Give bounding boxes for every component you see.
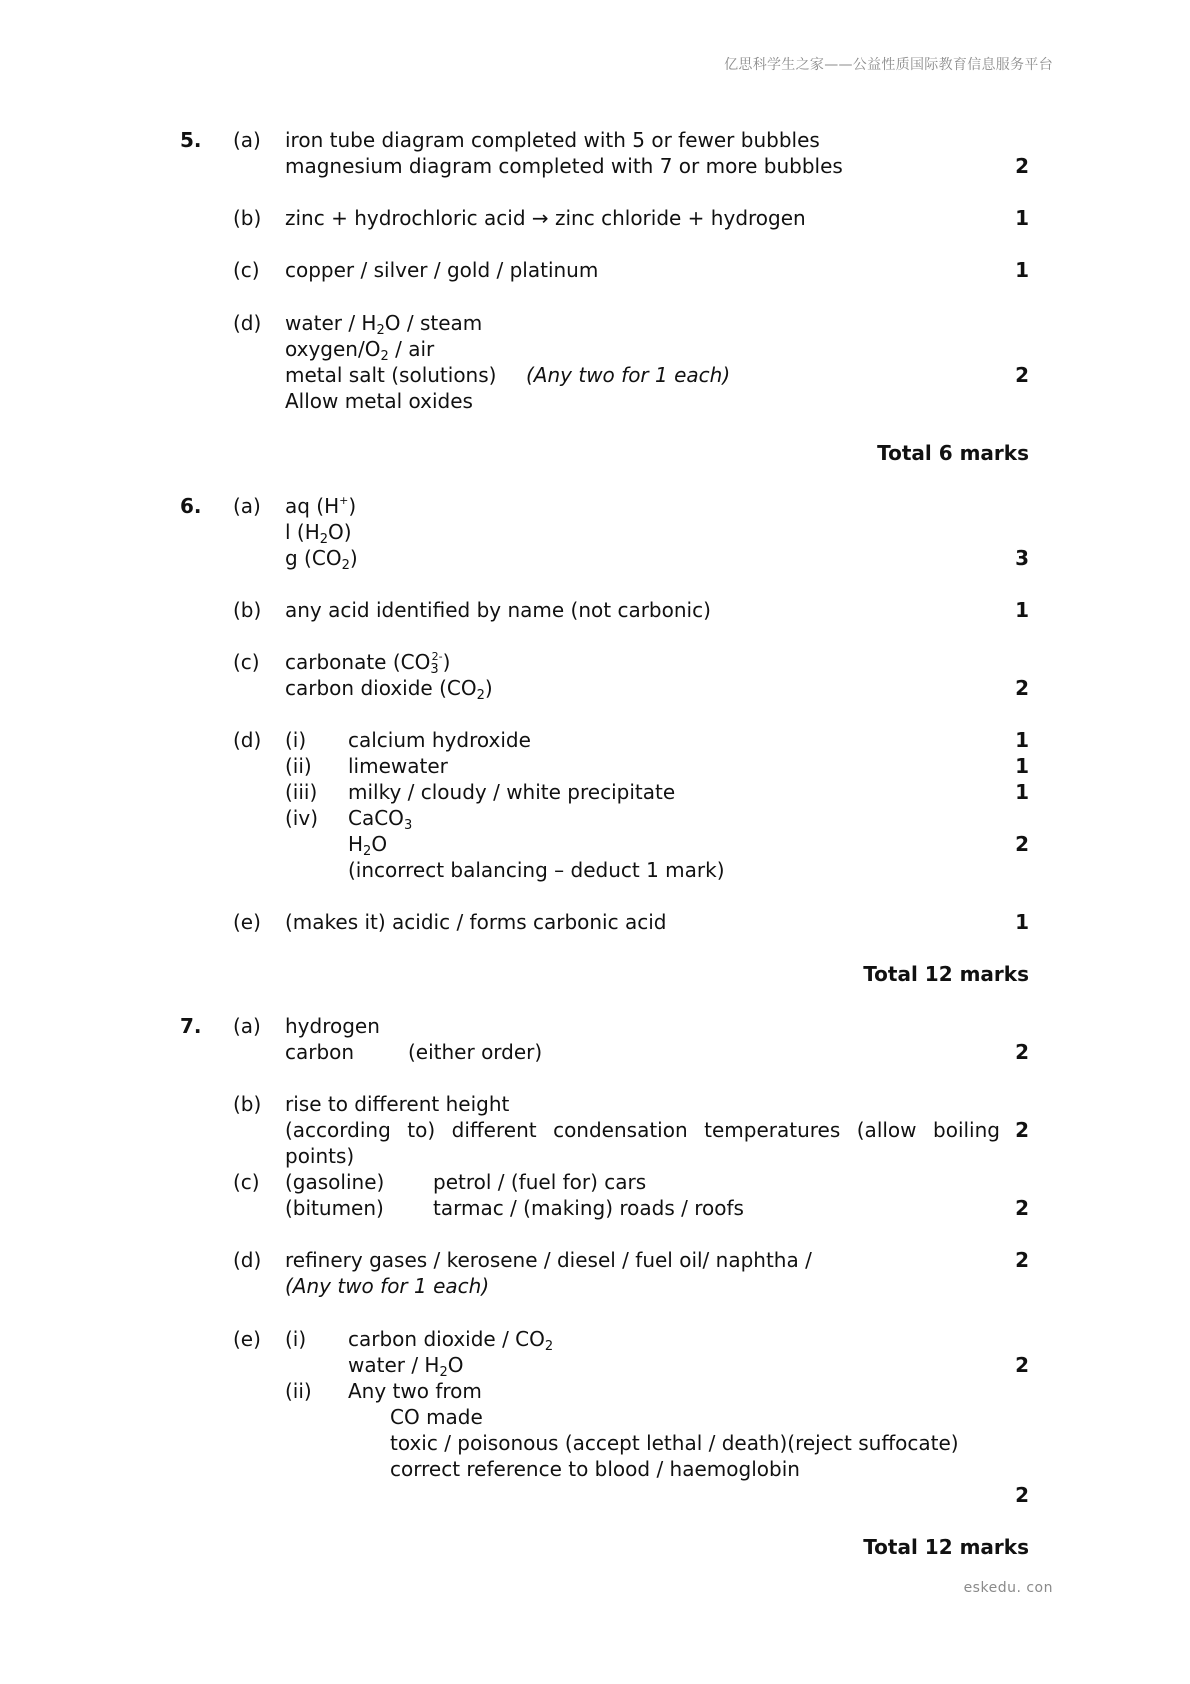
part-label: (a)	[233, 494, 261, 518]
answer-line: water / $H_2O$	[348, 1353, 464, 1380]
answer-line: refinery gases / kerosene / diesel / fuel oil/ naphtha /	[285, 1248, 812, 1272]
answer-line: carbonate $(CO_3^{2-})$	[285, 650, 451, 677]
total-marks: Total 12 marks	[863, 962, 1029, 986]
mark-value: 2	[1015, 1118, 1029, 1142]
answer-line: milky / cloudy / white precipitate	[348, 780, 676, 804]
answer-line: tarmac / (making) roads / roofs	[433, 1196, 744, 1220]
part-label: (d)	[233, 728, 262, 752]
answer-line: hydrogen	[285, 1014, 380, 1038]
answer-line: (incorrect balancing – deduct 1 mark)	[348, 858, 725, 882]
question-number: 5.	[180, 128, 202, 152]
marking-note: (Any two for 1 each)	[526, 363, 731, 387]
answer-line: zinc + hydrochloric acid → zinc chloride + hydrogen	[285, 206, 806, 230]
answer-line: (makes it) acidic / forms carbonic acid	[285, 910, 667, 934]
mark-value: 2	[1015, 676, 1029, 700]
subpart-label: (i)	[285, 728, 307, 752]
subpart-label: (iv)	[285, 806, 318, 830]
answer-line: CaCO$_3$	[348, 806, 413, 833]
answer-line: metal salt (solutions)	[285, 363, 497, 387]
mark-value: 1	[1015, 780, 1029, 804]
mark-value: 1	[1015, 258, 1029, 282]
answer-line: aq (H+)	[285, 494, 357, 518]
part-label: (a)	[233, 128, 261, 152]
mark-value: 1	[1015, 754, 1029, 778]
mark-value: 1	[1015, 910, 1029, 934]
answer-line: carbon dioxide $(CO_2)$	[285, 676, 493, 703]
mark-value: 1	[1015, 728, 1029, 752]
part-label: (c)	[233, 1170, 260, 1194]
answer-line: correct reference to blood / haemoglobin	[390, 1457, 800, 1481]
part-label: (c)	[233, 258, 260, 282]
mark-value: 2	[1015, 1353, 1029, 1377]
mark-value: 2	[1015, 1483, 1029, 1507]
total-marks: Total 6 marks	[877, 441, 1029, 465]
part-label: (d)	[233, 1248, 262, 1272]
answer-line: Any two from	[348, 1379, 482, 1403]
answer-line: points)	[285, 1144, 355, 1168]
mark-value: 2	[1015, 154, 1029, 178]
mark-value: 2	[1015, 1248, 1029, 1272]
part-label: (a)	[233, 1014, 261, 1038]
question-number: 6.	[180, 494, 202, 518]
answer-line: CO made	[390, 1405, 483, 1429]
answer-line: magnesium diagram completed with 7 or more bubbles	[285, 154, 843, 178]
part-label: (d)	[233, 311, 262, 335]
answer-line: $H_2O$	[348, 832, 388, 859]
total-marks: Total 12 marks	[863, 1535, 1029, 1559]
mark-value: 2	[1015, 1196, 1029, 1220]
answer-line: Allow metal oxides	[285, 389, 473, 413]
page-header: 亿思科学生之家——公益性质国际教育信息服务平台	[724, 57, 1053, 73]
mark-value: 1	[1015, 206, 1029, 230]
marking-note: (Any two for 1 each)	[285, 1274, 490, 1298]
mark-value: 1	[1015, 598, 1029, 622]
answer-line: copper / silver / gold / platinum	[285, 258, 599, 282]
answer-line: water / $H_2O$ / steam	[285, 311, 483, 338]
mark-value: 2	[1015, 363, 1029, 387]
part-label: (b)	[233, 598, 262, 622]
answer-line: carbon dioxide / $CO_2$	[348, 1327, 554, 1354]
answer-line: any acid identified by name (not carbonic)	[285, 598, 711, 622]
answer-line: (according to) different condensation temperatures (allow boiling	[285, 1118, 1000, 1142]
answer-key: (bitumen)	[285, 1196, 384, 1220]
part-label: (e)	[233, 910, 261, 934]
subpart-label: (i)	[285, 1327, 307, 1351]
mark-value: 3	[1015, 546, 1029, 570]
answer-line: rise to different height	[285, 1092, 510, 1116]
part-label: (b)	[233, 206, 262, 230]
answer-key: (gasoline)	[285, 1170, 385, 1194]
answer-line: l $(H_2O)$	[285, 520, 352, 547]
answer-line: petrol / (fuel for) cars	[433, 1170, 647, 1194]
answer-line: toxic / poisonous (accept lethal / death)(reject suffocate)	[390, 1431, 959, 1455]
subpart-label: (iii)	[285, 780, 318, 804]
part-label: (b)	[233, 1092, 262, 1116]
answer-line: iron tube diagram completed with 5 or fewer bubbles	[285, 128, 820, 152]
subpart-label: (ii)	[285, 1379, 312, 1403]
answer-line: carbon	[285, 1040, 355, 1064]
part-label: (c)	[233, 650, 260, 674]
subpart-label: (ii)	[285, 754, 312, 778]
answer-line: oxygen/$O_2$ / air	[285, 337, 435, 364]
page-footer: eskedu. con	[963, 1580, 1053, 1596]
answer-line: g $(CO_2)$	[285, 546, 358, 573]
mark-value: 2	[1015, 1040, 1029, 1064]
marking-note: (either order)	[408, 1040, 543, 1064]
answer-line: limewater	[348, 754, 448, 778]
question-number: 7.	[180, 1014, 202, 1038]
mark-value: 2	[1015, 832, 1029, 856]
part-label: (e)	[233, 1327, 261, 1351]
answer-line: calcium hydroxide	[348, 728, 531, 752]
